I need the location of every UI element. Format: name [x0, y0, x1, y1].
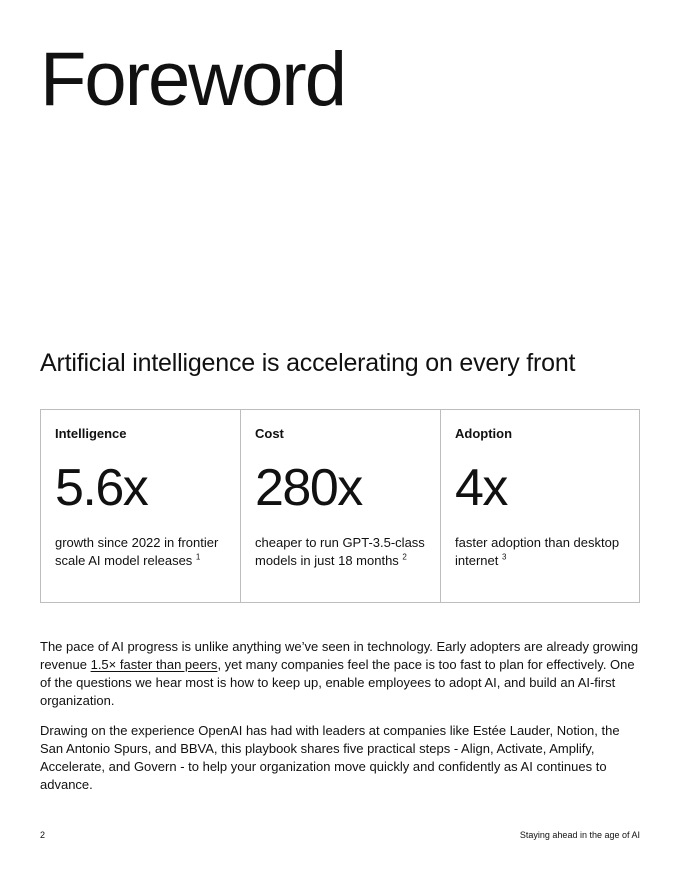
- stat-value: 5.6x: [55, 459, 148, 517]
- footnote-marker[interactable]: 3: [502, 552, 507, 562]
- revenue-growth-link[interactable]: 1.5× faster than peers: [90, 657, 218, 672]
- stat-description: [55, 534, 226, 570]
- footnote-marker[interactable]: 1: [195, 552, 201, 562]
- stat-card-adoption: [441, 410, 641, 602]
- stat-description: [455, 534, 627, 570]
- stat-value: 280x: [255, 459, 362, 517]
- stat-description-text: growth since 2022 in frontier scale AI model releases: [55, 535, 219, 568]
- stat-description-text: faster adoption than desktop internet: [455, 535, 620, 568]
- body-paragraph-1: [40, 638, 640, 710]
- stat-card-cost: [241, 410, 441, 602]
- stat-label: Adoption: [455, 426, 513, 441]
- body-text: , yet many companies feel the pace is too fast to plan for effectively. One of the questions we hear most is how to keep up, enable employees to adopt AI, and build an AI-first organization.: [40, 657, 635, 708]
- body-paragraph-2: Drawing on the experience OpenAI has had with leaders at companies like Estée Lauder, Notion, the San Antonio Spurs, and BBVA, this playbook shares five practical steps - Align, Activate, Amplify, Accelerate, and Govern - to help your organization move quickly and confidently as AI continues to advance.: [40, 723, 620, 792]
- stat-card-intelligence: [41, 410, 241, 602]
- section-heading: Artificial intelligence is accelerating on every front: [40, 349, 576, 377]
- stat-label: Cost: [255, 426, 284, 441]
- footnote-marker[interactable]: 2: [402, 552, 407, 562]
- page-title: Foreword: [40, 37, 345, 122]
- stats-grid: [40, 409, 640, 603]
- stat-description: [255, 534, 426, 570]
- stat-value: 4x: [455, 459, 507, 517]
- footer-document-title: Staying ahead in the age of AI: [519, 830, 640, 840]
- footer-page-number: 2: [40, 830, 46, 840]
- stat-label: Intelligence: [55, 426, 127, 441]
- stat-description-text: cheaper to run GPT-3.5-class models in just 18 months: [255, 535, 425, 568]
- body-text: The pace of AI progress is unlike anything we’ve seen in technology. Early adopters are already growing revenue: [40, 639, 639, 672]
